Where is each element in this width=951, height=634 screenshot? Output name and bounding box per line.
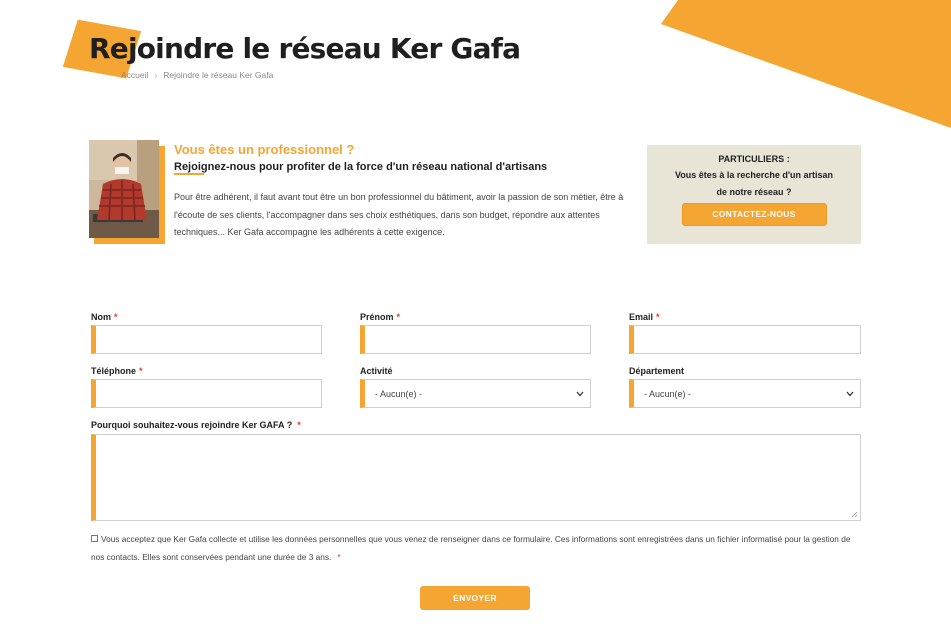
- telephone-label-text: Téléphone: [91, 366, 137, 376]
- activite-select[interactable]: [360, 379, 591, 408]
- nom-label: [91, 312, 118, 322]
- particuliers-text: [647, 167, 861, 201]
- craftsman-photo: [89, 140, 159, 238]
- pro-title: Vous êtes un professionnel ?: [174, 142, 355, 157]
- page-title: Rejoindre le réseau Ker Gafa: [89, 32, 521, 65]
- activite-value: - Aucun(e) -: [375, 388, 423, 399]
- chevron-down-icon: [846, 391, 854, 397]
- particuliers-panel: [647, 145, 861, 244]
- message-label: [91, 420, 301, 430]
- required-mark: *: [337, 551, 341, 562]
- departement-select[interactable]: [629, 379, 861, 408]
- consent-text: Vous acceptez que Ker Gafa collecte et utilise les données personnelles que vous venez de renseigner dans ce formulaire. Ces informations sont enregistrées dans un fichier informatisé pour la gestion de nos contacts. Elles sont conservées pendant une durée de 3 ans.: [91, 534, 851, 562]
- departement-label: Département: [629, 366, 685, 376]
- prenom-input[interactable]: [360, 325, 591, 354]
- message-label-text: Pourquoi souhaitez-vous rejoindre Ker GAFA ?: [91, 420, 293, 430]
- subtitle-underline: [174, 173, 204, 175]
- submit-button[interactable]: ENVOYER: [420, 586, 530, 610]
- prenom-label-text: Prénom: [360, 312, 394, 322]
- required-mark: *: [396, 312, 401, 322]
- telephone-label: [91, 366, 143, 376]
- email-label-text: Email: [629, 312, 654, 322]
- particuliers-line-2: de notre réseau ?: [716, 187, 792, 197]
- required-mark: *: [114, 312, 118, 322]
- required-mark: *: [656, 312, 660, 322]
- email-label: [629, 312, 660, 322]
- particuliers-title: PARTICULIERS :: [718, 154, 790, 164]
- message-textarea[interactable]: [91, 434, 861, 521]
- resize-handle-icon[interactable]: [851, 511, 858, 518]
- telephone-input[interactable]: [91, 379, 322, 408]
- prenom-label: [360, 312, 400, 322]
- corner-decoration: [661, 0, 951, 128]
- contact-button[interactable]: CONTACTEZ-NOUS: [682, 203, 827, 226]
- required-mark: *: [139, 366, 143, 376]
- chevron-down-icon: [576, 391, 584, 397]
- consent-checkbox[interactable]: [91, 535, 98, 542]
- breadcrumb-current: Rejoindre le réseau Ker Gafa: [163, 70, 274, 80]
- activite-label: Activité: [360, 366, 393, 376]
- pro-description: Pour être adhérent, il faut avant tout être un bon professionnel du bâtiment, avoir la passion de son métier, être à l'écoute de ses clients, l'accompagner dans ses choix esthétiques, dans son budget, répondre aux attentes techniques... Ker Gafa accompagne les adhérents à cette exigence.: [174, 192, 624, 237]
- particuliers-line-1: Vous êtes à la recherche d'un artisan: [674, 170, 834, 180]
- professional-photo: [89, 140, 165, 244]
- required-mark: *: [297, 420, 301, 430]
- email-input[interactable]: [629, 325, 861, 354]
- breadcrumb-home-link[interactable]: Accueil: [121, 70, 149, 80]
- chevron-right-icon: ›: [154, 70, 158, 80]
- consent-row: [91, 531, 863, 566]
- breadcrumb: [121, 70, 273, 80]
- departement-value: - Aucun(e) -: [644, 388, 692, 399]
- nom-input[interactable]: [91, 325, 322, 354]
- pro-subtitle: Rejoignez-nous pour profiter de la force d'un réseau national d'artisans: [174, 161, 548, 173]
- nom-label-text: Nom: [91, 312, 111, 322]
